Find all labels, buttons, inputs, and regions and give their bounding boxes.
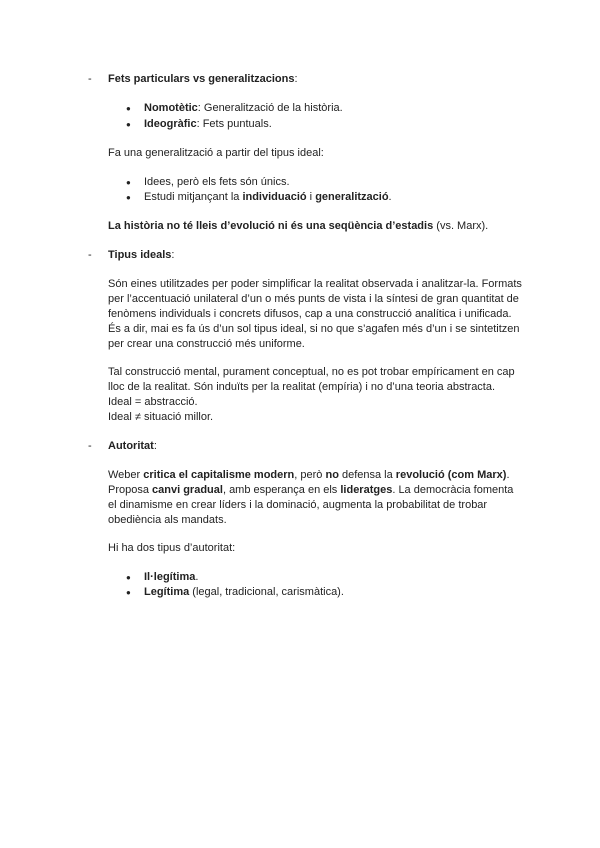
- statement: La història no té lleis d’evolució ni és una seqüència d’estadis (vs. Marx).: [108, 220, 489, 232]
- list-item: Ideogràfic: Fets puntuals.: [144, 118, 272, 130]
- list-dash: -: [88, 440, 92, 452]
- section-heading-tipus: Tipus ideals:: [108, 249, 175, 261]
- bullet: ●: [126, 573, 131, 582]
- paragraph: Tal construcció mental, purament conceptual, no es pot trobar empíricament en cap lloc de la realitat. Són induïts per la realitat (empíria) i no d’una teoria abstracta. Ideal = abstracció. Ideal ≠ situació millor.: [108, 366, 515, 423]
- paragraph: Fa una generalització a partir del tipus ideal:: [108, 147, 324, 159]
- section-heading-autoritat: Autoritat:: [108, 440, 157, 452]
- paragraph: Són eines utilitzades per poder simplificar la realitat observada i analitzar-la. Formats per l’accentuació unilateral d’un o més punts de vista i la síntesi de gran quantitat de fenòmens individuals i concrets difusos, cap a una construcció analítica i unificada. És a dir, mai es fa ús d’un sol tipus ideal, si no que s’agafen més d’un i se sintetitzen per crear una construcció més uniforme.: [108, 278, 522, 350]
- section-heading-fets: Fets particulars vs generalitzacions:: [108, 73, 298, 85]
- list-item: Idees, però els fets són únics.: [144, 176, 290, 188]
- bullet: ●: [126, 104, 131, 113]
- paragraph: Hi ha dos tipus d’autoritat:: [108, 542, 236, 554]
- list-item: Nomotètic: Generalització de la història.: [144, 102, 343, 114]
- list-dash: -: [88, 73, 92, 85]
- bullet: ●: [126, 588, 131, 597]
- bullet: ●: [126, 193, 131, 202]
- bullet: ●: [126, 120, 131, 129]
- paragraph: Weber critica el capitalisme modern, però no defensa la revolució (com Marx). Proposa canvi gradual, amb esperança en els lideratges. La democràcia fomenta el dinamisme en crear líders i la dominació, augmenta la probabilitat de trobar obediència als mandats.: [108, 469, 514, 526]
- bullet: ●: [126, 178, 131, 187]
- list-item: Estudi mitjançant la individuació i generalització.: [144, 191, 392, 203]
- list-item: Legítima (legal, tradicional, carismàtica).: [144, 586, 344, 598]
- list-dash: -: [88, 249, 92, 261]
- list-item: Il·legítima.: [144, 571, 199, 583]
